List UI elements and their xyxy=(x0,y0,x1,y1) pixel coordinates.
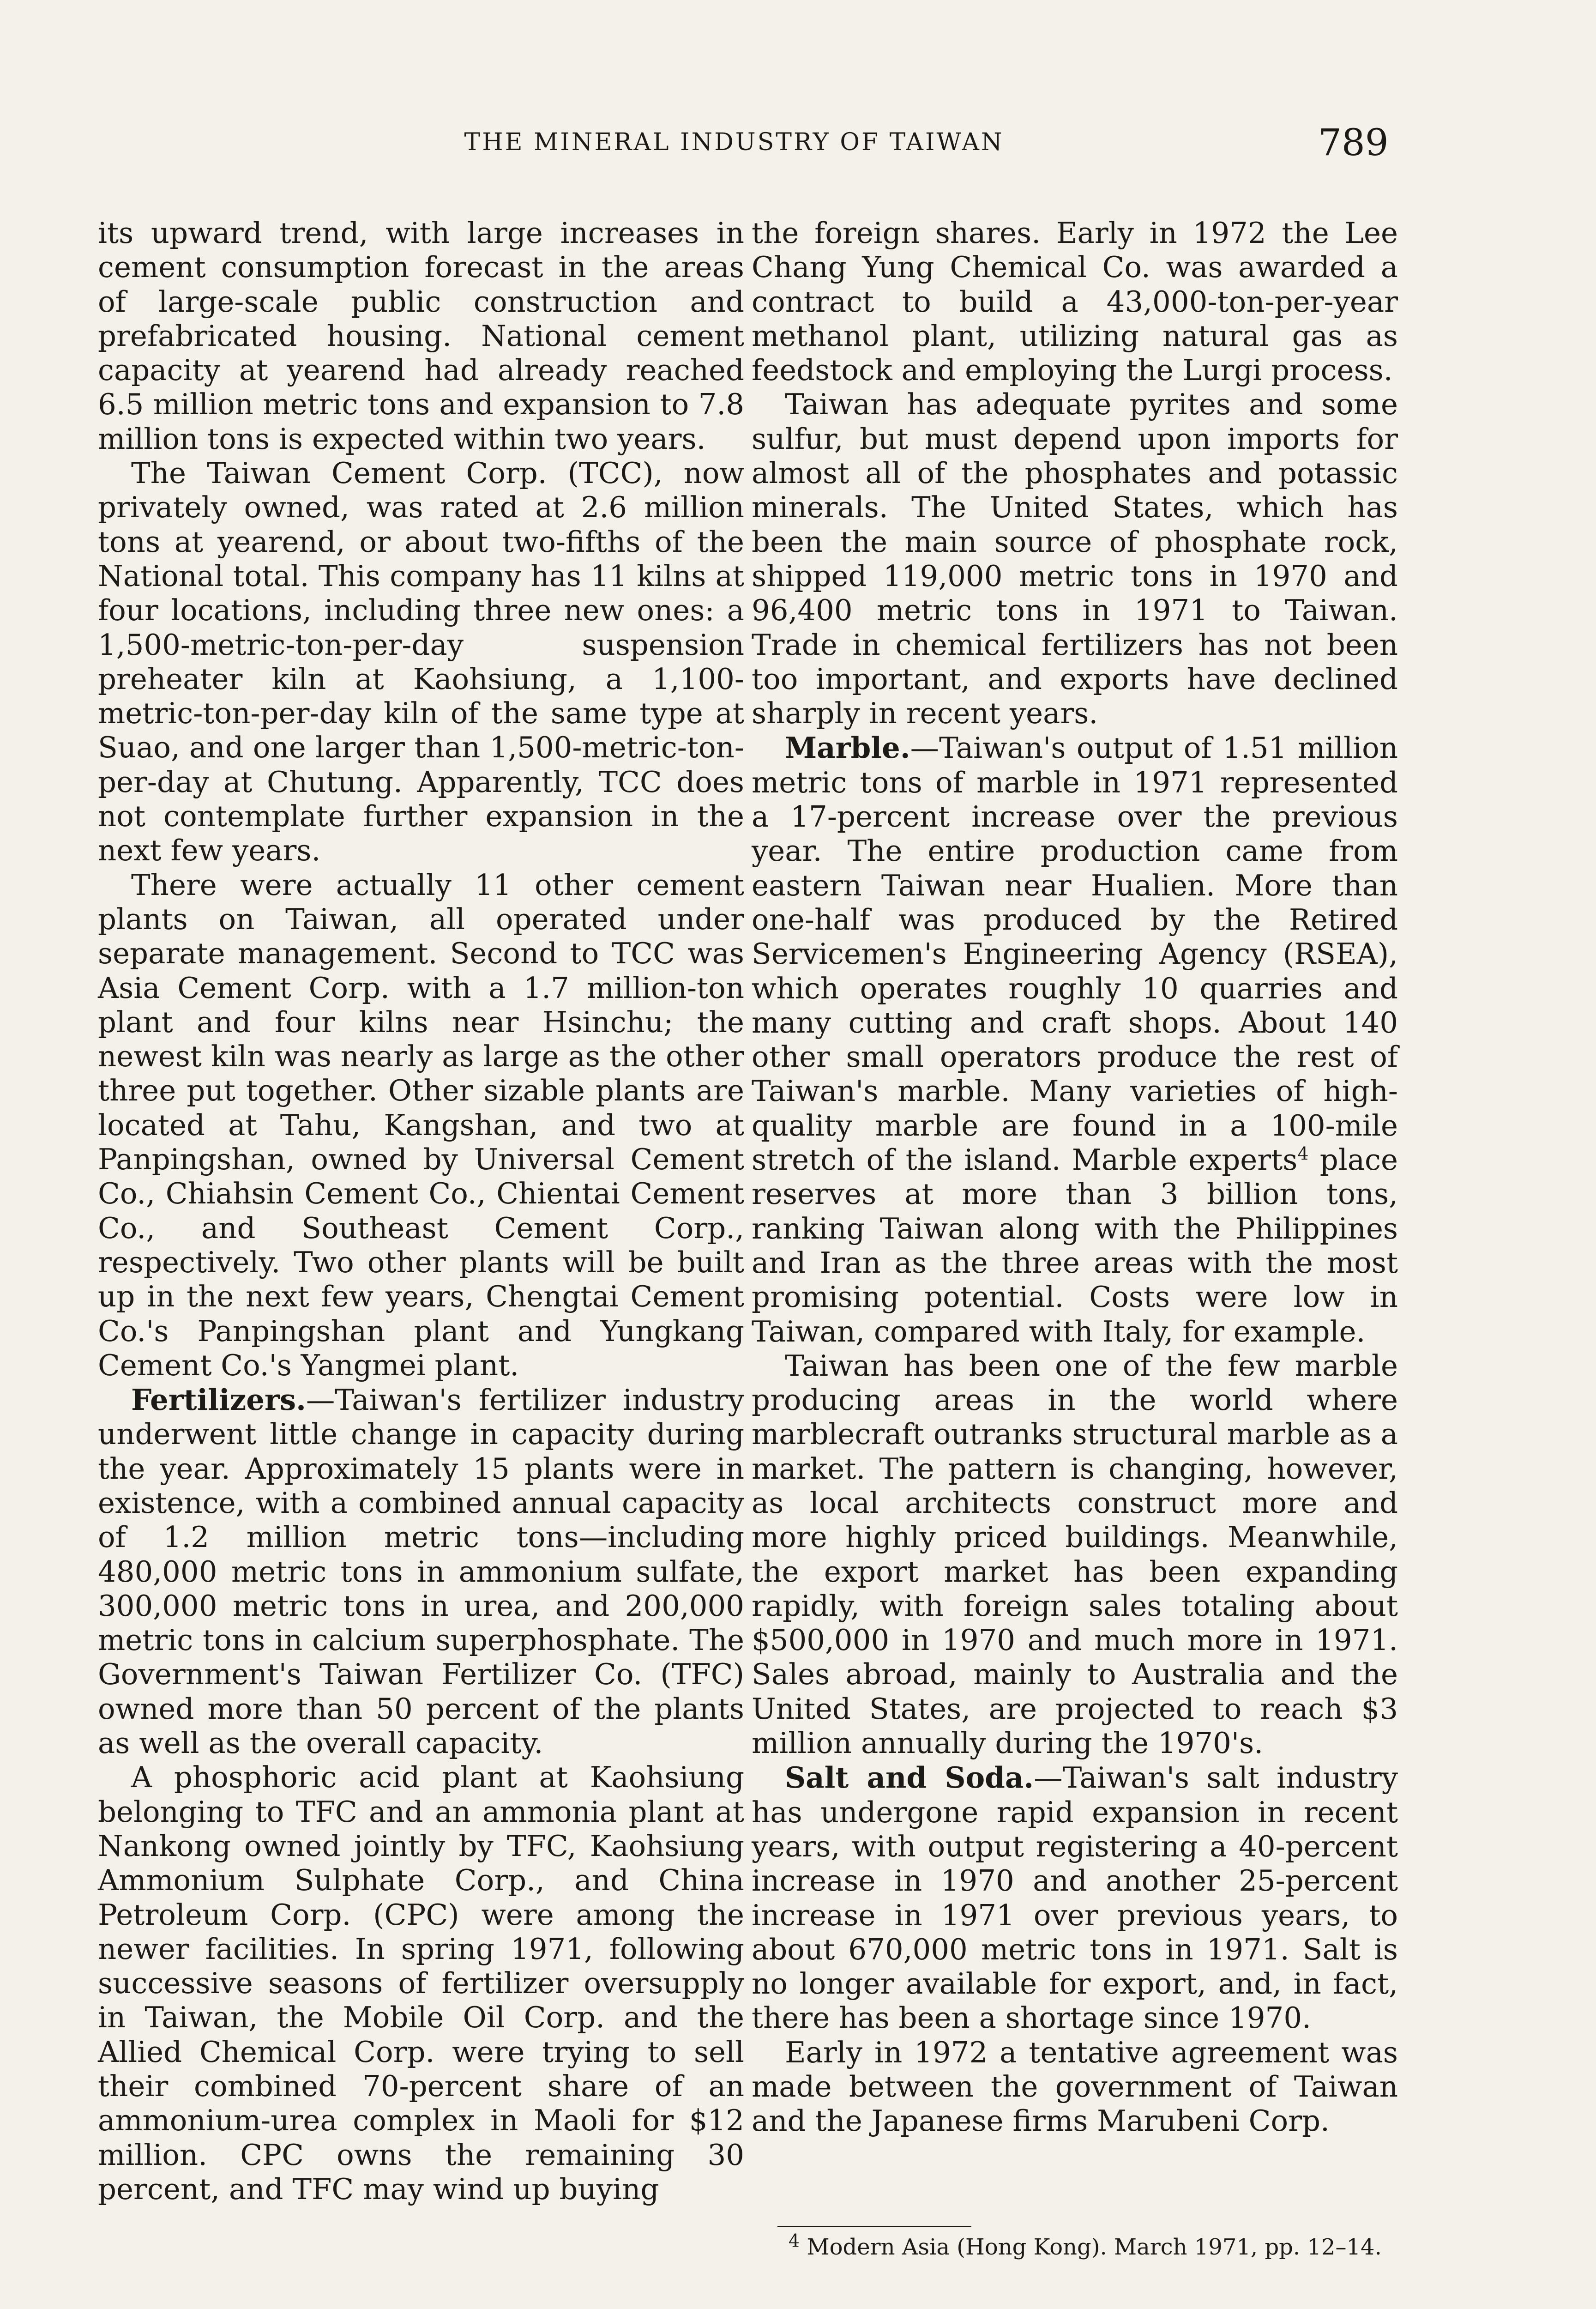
paragraph-marble-text-cont: place reserves at more than 3 billion tons, ranking Taiwan along with the Philippines and Iran as the three areas with the most promising potential. Costs were low in Taiwan, compared with Italy, for example. xyxy=(752,1143,1398,1348)
right-column xyxy=(752,216,1398,2139)
paragraph-tentative-agreement: Early in 1972 a tentative agreement was made between the government of Taiwan and the Japanese firms Marubeni Corp. xyxy=(752,2035,1398,2138)
footnote-text: Modern Asia (Hong Kong). March 1971, pp. 12–14. xyxy=(800,2234,1382,2260)
paragraph-fertilizers-text: —Taiwan's fertilizer industry underwent little change in capacity during the year. Approximately 15 plants were in existence, with a combined annual capacity of 1.2 million metric tons—including 480,000 metric tons in ammonium sulfate, 300,000 metric tons in urea, and 200,000 metric tons in calcium superphosphate. The Government's Taiwan Fertilizer Co. (TFC) owned more than 50 percent of the plants as well as the overall capacity. xyxy=(98,1383,744,1760)
left-column xyxy=(98,216,744,2206)
footnote-marker: 4 xyxy=(789,2230,800,2251)
footnote-reference: 4 xyxy=(1297,1143,1309,1164)
section-heading-salt-soda: Salt and Soda. xyxy=(785,1760,1034,1795)
paragraph-marble-text: —Taiwan's output of 1.51 million metric tons of marble in 1971 represented a 17-percent increase over the previous year. The entire production came from eastern Taiwan near Hualien. More than one-half was produced by the Retired Servicemen's Engineering Agency (RSEA), which operates roughly 10 quarries and many cutting and craft shops. About 140 other small operators produce the rest of Taiwan's marble. Many varieties of high-quality marble are found in a 100-mile stretch of the island. Marble experts xyxy=(752,731,1398,1177)
paragraph-marblecraft: Taiwan has been one of the few marble producing areas in the world where marblecraft outranks structural marble as a market. The pattern is changing, however, as local architects construct more and more highly priced buildings. Meanwhile, the export market has been expanding rapidly, with foreign sales totaling about $500,000 in 1970 and much more in 1971. Sales abroad, mainly to Australia and the United States, are projected to reach $3 million annually during the 1970's. xyxy=(752,1348,1398,1760)
paragraph-taiwan-cement-corp: The Taiwan Cement Corp. (TCC), now privately owned, was rated at 2.6 million tons at yearend, or about two-fifths of the National total. This company has 11 kilns at four locations, including three new ones: a 1,500-metric-ton-per-day suspension preheater kiln at Kaohsiung, a 1,100-metric-ton-per-day kiln of the same type at Suao, and one larger than 1,500-metric-ton-per-day at Chutung. Apparently, TCC does not contemplate further expansion in the next few years. xyxy=(98,456,744,868)
paragraph-fertilizers xyxy=(98,1383,744,1760)
paragraph-phosphoric-acid: A phosphoric acid plant at Kaohsiung belonging to TFC and an ammonia plant at Nankong owned jointly by TFC, Kaohsiung Ammonium Sulphate Corp., and China Petroleum Corp. (CPC) were among the newer facilities. In spring 1971, following successive seasons of fertilizer oversupply in Taiwan, the Mobile Oil Corp. and the Allied Chemical Corp. were trying to sell their combined 70-percent share of an ammonium-urea complex in Maoli for $12 million. CPC owns the remaining 30 percent, and TFC may wind up buying xyxy=(98,1760,744,2206)
paragraph-salt-soda xyxy=(752,1760,1398,2035)
footnote-divider xyxy=(777,2226,971,2227)
page-number: 789 xyxy=(1318,121,1389,164)
paragraph-other-cement-plants: There were actually 11 other cement plants on Taiwan, all operated under separate management. Second to TCC was Asia Cement Corp. with a 1.7 million-ton plant and four kilns near Hsinchu; the newest kiln was nearly as large as the other three put together. Other sizable plants are located at Tahu, Kangshan, and two at Panpingshan, owned by Universal Cement Co., Chiahsin Cement Co., Chientai Cement Co., and Southeast Cement Corp., respectively. Two other plants will be built up in the next few years, Chengtai Cement Co.'s Panpingshan plant and Yungkang Cement Co.'s Yangmei plant. xyxy=(98,868,744,1382)
paragraph-pyrites-sulfur: Taiwan has adequate pyrites and some sulfur, but must depend upon imports for almost all of the phosphates and potassic minerals. The United States, which has been the main source of phosphate rock, shipped 119,000 metric tons in 1970 and 96,400 metric tons in 1971 to Taiwan. Trade in chemical fertilizers has not been too important, and exports have declined sharply in recent years. xyxy=(752,387,1398,731)
paragraph-salt-soda-text: —Taiwan's salt industry has undergone rapid expansion in recent years, with output registering a 40-percent increase in 1970 and another 25-percent increase in 1971 over previous years, to about 670,000 metric tons in 1971. Salt is no longer available for export, and, in fact, there has been a shortage since 1970. xyxy=(752,1761,1398,2035)
paragraph-foreign-shares: the foreign shares. Early in 1972 the Lee Chang Yung Chemical Co. was awarded a contract to build a 43,000-ton-per-year methanol plant, utilizing natural gas as feedstock and employing the Lurgi process. xyxy=(752,216,1398,387)
running-head: THE MINERAL INDUSTRY OF TAIWAN xyxy=(464,128,1004,156)
footnote xyxy=(772,2230,1400,2260)
section-heading-marble: Marble. xyxy=(785,731,910,765)
section-heading-fertilizers: Fertilizers. xyxy=(131,1383,306,1417)
paragraph-marble xyxy=(752,731,1398,1348)
paragraph-cement-trend: its upward trend, with large increases in cement consumption forecast in the areas of large-scale public construction and prefabricated housing. National cement capacity at yearend had already reached 6.5 million metric tons and expansion to 7.8 million tons is expected within two years. xyxy=(98,216,744,456)
